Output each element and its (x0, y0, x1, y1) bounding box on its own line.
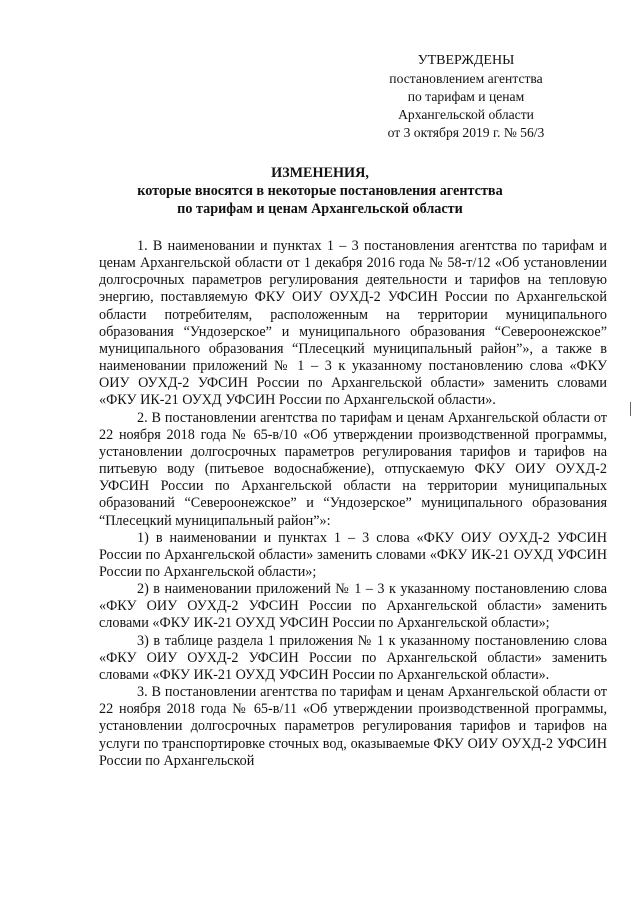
heading-title: ИЗМЕНЕНИЯ, (271, 165, 369, 181)
approval-block (376, 52, 556, 142)
heading-subtitle-line: которые вносятся в некоторые постановления агентства (137, 183, 503, 199)
scan-edge-mark (630, 402, 631, 416)
paragraph-2: 2. В постановлении агентства по тарифам и ценам Архангельской области от 22 ноября 2018 года № 65-в/10 «Об утверждении производственной программы, установлении долгосрочных параметров регулирования тарифов и тарифов на питьевую воду (питьевое водоснабжение), отпускаемую ФКУ ОИУ ОУХД-2 УФСИН России по Архангельской области на территории муниципальных образований “Североонежское” и “Ундозерское” муниципального образования “Плесецкий муниципальный район”»: (99, 409, 607, 529)
approval-line: постановлением агентства (389, 71, 543, 86)
approval-line: Архангельской области (398, 107, 534, 122)
approval-title: УТВЕРЖДЕНЫ (417, 53, 515, 68)
subparagraph-1: 1) в наименовании и пунктах 1 – 3 слова «ФКУ ОИУ ОУХД-2 УФСИН России по Архангельской области» заменить словами «ФКУ ИК-21 ОУХД УФСИН России по Архангельской области»; (99, 529, 607, 580)
paragraph-1: 1. В наименовании и пунктах 1 – 3 постановления агентства по тарифам и ценам Архангельской области от 1 декабря 2016 года № 58-т/12 «Об установлении долгосрочных параметров регулирования деятельности и тарифов на тепловую энергию, поставляемую ФКУ ОИУ ОУХД-2 УФСИН России по Архангельской области потребителям, расположенным на территории муниципального образования “Ундозерское” и муниципального образования “Североонежское” муниципального образования “Плесецкий муниципальный район”», а также в наименовании приложений № 1 – 3 к указанному постановлению слова «ФКУ ОИУ ОУХД-2 УФСИН России по Архангельской области» заменить словами «ФКУ ИК-21 ОУХД УФСИН России по Архангельской области». (99, 238, 607, 409)
document-body (99, 238, 607, 770)
heading-subtitle-line: по тарифам и ценам Архангельской области (177, 201, 463, 217)
approval-line: от 3 октября 2019 г. № 56/3 (387, 125, 545, 140)
subparagraph-3: 3) в таблице раздела 1 приложения № 1 к указанному постановлению слова «ФКУ ОИУ ОУХД-2 УФСИН России по Архангельской области» заменить словами «ФКУ ИК-21 ОУХД УФСИН России по Архангельской области». (99, 632, 607, 683)
approval-line: по тарифам и ценам (407, 89, 525, 104)
subparagraph-2: 2) в наименовании приложений № 1 – 3 к указанному постановлению слова «ФКУ ОИУ ОУХД-2 УФСИН России по Архангельской области» заменить словами «ФКУ ИК-21 ОУХД УФСИН России по Архангельской области»; (99, 581, 607, 632)
document-heading (100, 164, 540, 218)
paragraph-3: 3. В постановлении агентства по тарифам и ценам Архангельской области от 22 ноября 2018 года № 65-в/11 «Об утверждении производственной программы, установлении долгосрочных параметров регулирования тарифов и тарифов на услуги по транспортировке сточных вод, оказываемые ФКУ ОИУ ОУХД-2 УФСИН России по Архангельской (99, 684, 607, 769)
